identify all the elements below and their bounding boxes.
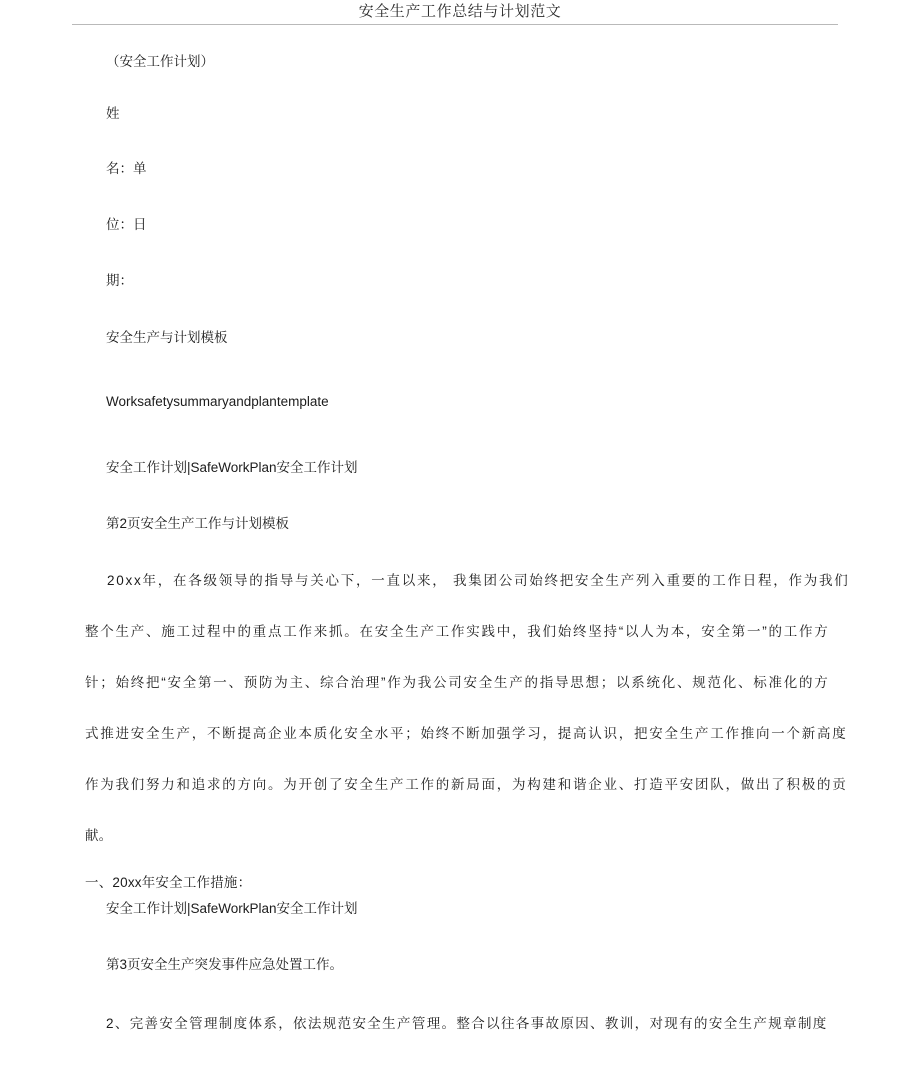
paragraph-line: 针；始终把“安全第一、预防为主、综合治理”作为我公司安全生产的指导思想；以系统化、规范化、标准化的方: [85, 675, 830, 690]
paragraph-line: 式推进安全生产，不断提高企业本质化安全水平；始终不断加强学习，提高认识，把安全生产工作推向一个新高度: [85, 726, 848, 741]
doc-reference-line: 安全工作计划|SafeWorkPlan安全工作计划: [106, 460, 358, 475]
page-header: [0, 0, 920, 28]
page-title: 安全生产工作总结与计划范文: [358, 3, 562, 20]
paragraph-line: 献。: [85, 828, 113, 843]
front-matter-line: 姓: [106, 106, 120, 121]
front-matter-line: 位：日: [106, 217, 147, 232]
numbered-item: 2、完善安全管理制度体系，依法规范安全生产管理。整合以往各事故原因、教训，对现有的安全生产规章制度: [106, 1016, 828, 1031]
front-matter-line: 名：单: [106, 161, 147, 176]
doc-page-marker: 第2页安全生产工作与计划模板: [106, 516, 290, 531]
paragraph-line: 整个生产、施工过程中的重点工作来抓。在安全生产工作实践中，我们始终坚持“以人为本，安全第一”的工作方: [85, 624, 830, 639]
doc-subtitle-en: Worksafetysummaryandplantemplate: [106, 394, 329, 409]
paragraph-line: 作为我们努力和追求的方向。为开创了安全生产工作的新局面，为构建和谐企业、打造平安团队，做出了积极的贡: [85, 777, 848, 792]
doc-subtitle-cn: 安全生产与计划模板: [106, 330, 228, 345]
doc-page-marker: 第3页安全生产突发事件应急处置工作。: [106, 957, 344, 972]
paragraph-line: 20xx年，在各级领导的指导与关心下，一直以来， 我集团公司始终把安全生产列入重要的工作日程，作为我们: [85, 573, 850, 588]
front-matter-line: 期：: [106, 273, 133, 288]
header-divider: [72, 24, 838, 25]
front-matter-line: （安全工作计划）: [106, 54, 214, 69]
doc-reference-line: 安全工作计划|SafeWorkPlan安全工作计划: [106, 901, 358, 916]
section-heading: 一、20xx年安全工作措施：: [85, 875, 252, 890]
